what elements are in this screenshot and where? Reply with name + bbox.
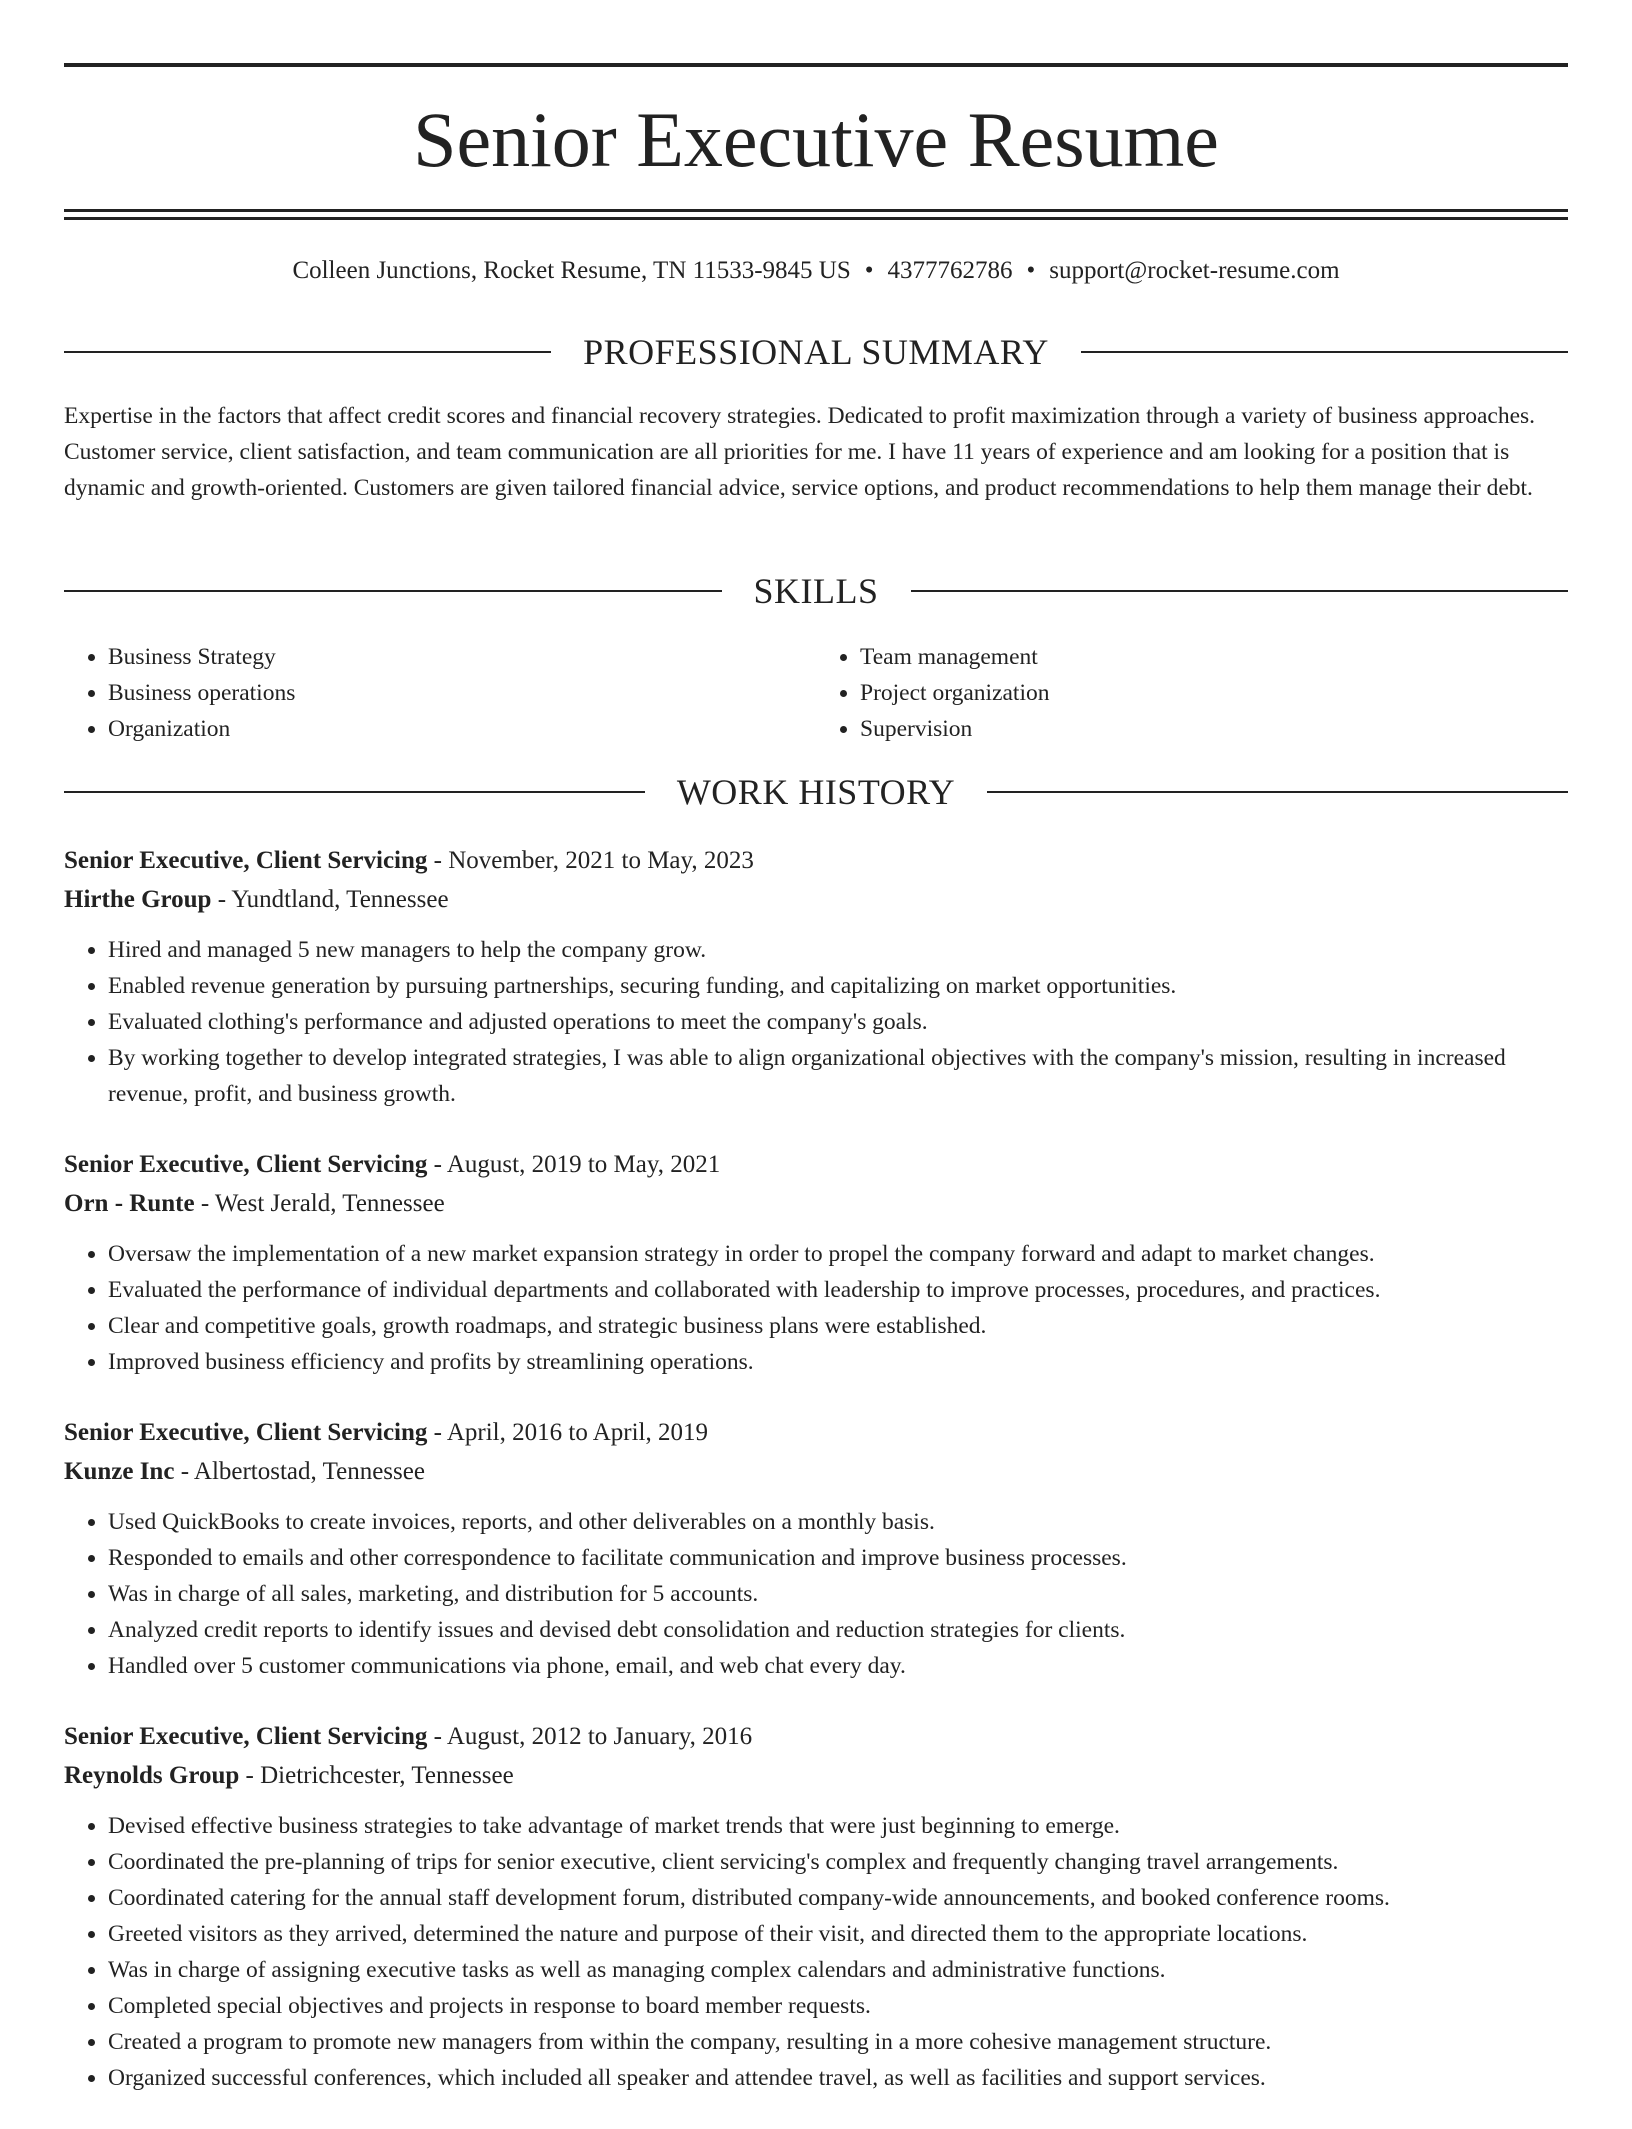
job-bullet: • Clear and competitive goals, growth roadmaps, and strategic business plans were established. bbox=[108, 1308, 1568, 1344]
job-bullet: • Devised effective business strategies to take advantage of market trends that were just beginning to emerge. bbox=[108, 1808, 1568, 1844]
job-dates: - August, 2019 to May, 2021 bbox=[427, 1151, 721, 1178]
heading-rule-left bbox=[64, 351, 551, 353]
heading-rule-right bbox=[987, 791, 1568, 793]
job-bullet: • Oversaw the implementation of a new market expansion strategy in order to propel the company forward and adapt to market changes. bbox=[108, 1236, 1568, 1272]
contact-line bbox=[64, 254, 1568, 288]
heading-rule-left bbox=[64, 791, 645, 793]
heading-rule-left bbox=[64, 590, 722, 592]
job-title-line bbox=[64, 1413, 1568, 1452]
job-entry bbox=[64, 1717, 1568, 2096]
job-bullet: • Enabled revenue generation by pursuing partnerships, securing funding, and capitalizing on market opportunities. bbox=[108, 968, 1568, 1004]
job-location: - Albertostad, Tennessee bbox=[174, 1458, 425, 1485]
top-rule bbox=[64, 63, 1568, 67]
job-bullet: • Coordinated the pre-planning of trips for senior executive, client servicing's complex and frequently changing travel arrangements. bbox=[108, 1844, 1568, 1880]
work-history-section-heading bbox=[64, 770, 1568, 814]
page-title: Senior Executive Resume bbox=[413, 96, 1219, 183]
job-company: Hirthe Group bbox=[64, 886, 212, 913]
job-bullets bbox=[64, 1504, 1568, 1684]
job-bullet: • Organized successful conferences, which included all speaker and attendee travel, as well as facilities and support services. bbox=[108, 2060, 1568, 2096]
job-entry bbox=[64, 1145, 1568, 1380]
skills-section-heading bbox=[64, 569, 1568, 613]
contact-separator: • bbox=[1026, 257, 1036, 284]
job-bullet: • Hired and managed 5 new managers to help the company grow. bbox=[108, 932, 1568, 968]
job-title: Senior Executive, Client Servicing bbox=[64, 1151, 428, 1178]
job-title: Senior Executive, Client Servicing bbox=[64, 847, 428, 874]
skills-column-right bbox=[816, 639, 1568, 747]
summary-text: Expertise in the factors that affect credit scores and financial recovery strategies. Dedicated to profit maximization through a variety of business approaches. Customer service, client satisfaction, and team communication are all priorities for me. I have 11 years of experience and am looking for a position that is dynamic and growth-oriented. Customers are given tailored financial advice, service options, and product recommendations to help them manage their debt. bbox=[64, 403, 1536, 501]
job-company-line bbox=[64, 1756, 1568, 1795]
job-bullet: • Evaluated the performance of individual departments and collaborated with leadership to improve processes, procedures, and practices. bbox=[108, 1272, 1568, 1308]
summary-heading-label: PROFESSIONAL SUMMARY bbox=[583, 332, 1049, 372]
job-company: Kunze Inc bbox=[64, 1458, 175, 1485]
skills-list bbox=[64, 639, 1568, 747]
job-company-line bbox=[64, 1452, 1568, 1491]
job-bullet: • Responded to emails and other correspondence to facilitate communication and improve business processes. bbox=[108, 1540, 1568, 1576]
job-entry bbox=[64, 1413, 1568, 1684]
skill-item: • Organization bbox=[108, 711, 816, 747]
job-bullets bbox=[64, 1236, 1568, 1380]
job-title-line bbox=[64, 841, 1568, 880]
job-bullet: • Created a program to promote new managers from within the company, resulting in a more cohesive management structure. bbox=[108, 2024, 1568, 2060]
job-bullet: • Was in charge of all sales, marketing, and distribution for 5 accounts. bbox=[108, 1576, 1568, 1612]
contact-separator: • bbox=[864, 257, 874, 284]
job-bullets bbox=[64, 1808, 1568, 2096]
skill-item: • Team management bbox=[860, 639, 1568, 675]
job-bullet: • Evaluated clothing's performance and adjusted operations to meet the company's goals. bbox=[108, 1004, 1568, 1040]
heading-rule-right bbox=[911, 590, 1569, 592]
skill-item: • Business Strategy bbox=[108, 639, 816, 675]
contact-address: Colleen Junctions, Rocket Resume, TN 11533-9845 US bbox=[292, 257, 851, 284]
skills-heading-label: SKILLS bbox=[753, 571, 879, 611]
job-bullet: • Was in charge of assigning executive tasks as well as managing complex calendars and administrative functions. bbox=[108, 1952, 1568, 1988]
job-bullets bbox=[64, 932, 1568, 1112]
job-location: - Yundtland, Tennessee bbox=[211, 886, 449, 913]
title-double-rule bbox=[64, 209, 1568, 220]
job-bullet: • Improved business efficiency and profits by streamlining operations. bbox=[108, 1344, 1568, 1380]
job-bullet: • Greeted visitors as they arrived, determined the nature and purpose of their visit, and directed them to the appropriate locations. bbox=[108, 1916, 1568, 1952]
job-company-line bbox=[64, 880, 1568, 919]
job-company: Orn - Runte bbox=[64, 1190, 195, 1217]
job-dates: - August, 2012 to January, 2016 bbox=[427, 1723, 753, 1750]
job-title-line bbox=[64, 1717, 1568, 1756]
job-title: Senior Executive, Client Servicing bbox=[64, 1419, 428, 1446]
contact-email: support@rocket-resume.com bbox=[1049, 257, 1340, 284]
job-bullet: • By working together to develop integrated strategies, I was able to align organizational objectives with the company's mission, resulting in increased revenue, profit, and business growth. bbox=[108, 1040, 1568, 1112]
job-bullet: • Completed special objectives and projects in response to board member requests. bbox=[108, 1988, 1568, 2024]
contact-phone: 4377762786 bbox=[887, 257, 1013, 284]
job-title-line bbox=[64, 1145, 1568, 1184]
skill-item: • Business operations bbox=[108, 675, 816, 711]
job-location: - West Jerald, Tennessee bbox=[194, 1190, 445, 1217]
heading-rule-right bbox=[1081, 351, 1568, 353]
skill-item: • Supervision bbox=[860, 711, 1568, 747]
skill-item: • Project organization bbox=[860, 675, 1568, 711]
skills-column-left bbox=[64, 639, 816, 747]
work-history-list bbox=[64, 841, 1568, 2129]
job-bullet: • Coordinated catering for the annual staff development forum, distributed company-wide announcements, and booked conference rooms. bbox=[108, 1880, 1568, 1916]
job-dates: - November, 2021 to May, 2023 bbox=[427, 847, 754, 874]
job-bullet: • Analyzed credit reports to identify issues and devised debt consolidation and reduction strategies for clients. bbox=[108, 1612, 1568, 1648]
job-company: Reynolds Group bbox=[64, 1762, 240, 1789]
job-bullet: • Handled over 5 customer communications via phone, email, and web chat every day. bbox=[108, 1648, 1568, 1684]
job-dates: - April, 2016 to April, 2019 bbox=[427, 1419, 708, 1446]
job-title: Senior Executive, Client Servicing bbox=[64, 1723, 428, 1750]
work-history-heading-label: WORK HISTORY bbox=[676, 772, 956, 812]
summary-section-heading bbox=[64, 330, 1568, 374]
job-company-line bbox=[64, 1184, 1568, 1223]
job-entry bbox=[64, 841, 1568, 1112]
job-bullet: • Used QuickBooks to create invoices, reports, and other deliverables on a monthly basis. bbox=[108, 1504, 1568, 1540]
job-location: - Dietrichcester, Tennessee bbox=[239, 1762, 514, 1789]
